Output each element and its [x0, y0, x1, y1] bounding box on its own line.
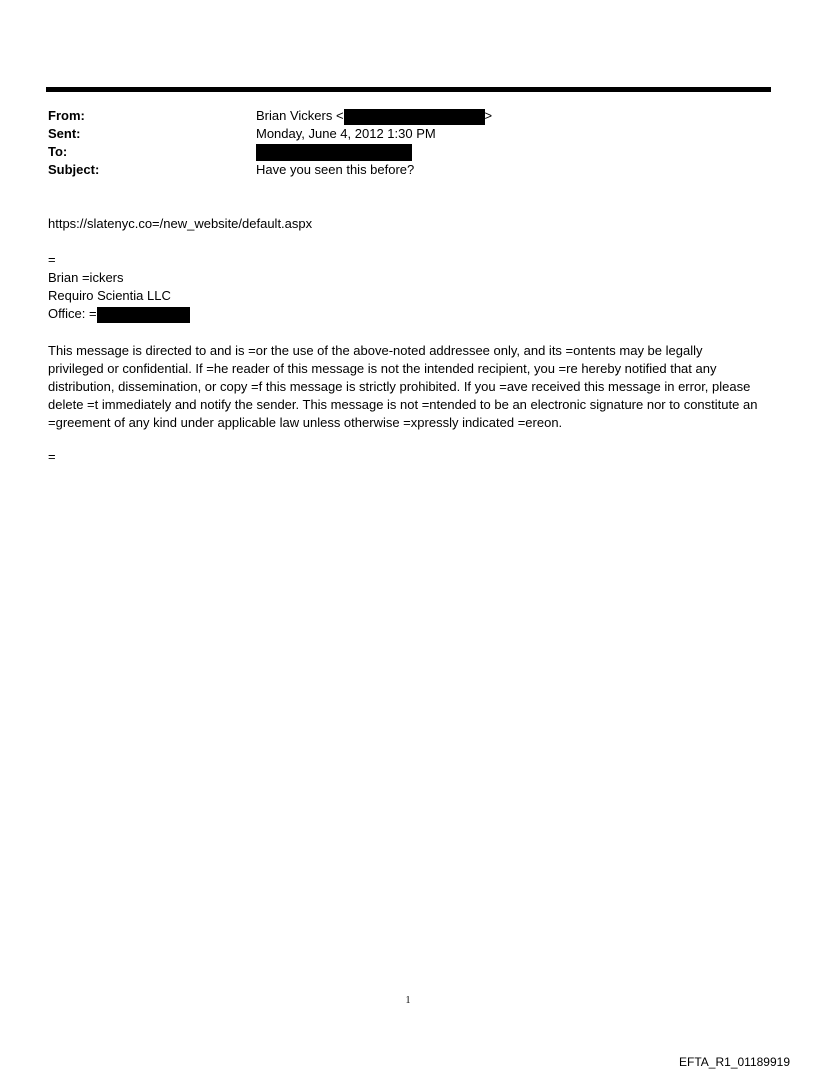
signature-office — [48, 305, 190, 323]
from-name: Brian Vickers < — [256, 108, 344, 123]
to-value — [256, 143, 412, 161]
signature-company: Requiro Scientia LLC — [48, 288, 171, 303]
disclaimer-paragraph: This message is directed to and is =or the use of the above-noted addressee only, and its =ontents may be legally privileged or confidential. If =he reader of this message is not the intended recipient, you =re hereby notified that any distribution, dissemination, or copy =f this message is strictly prohibited. If you =ave received this message in error, please delete =t immediately and notify the sender. This message is not =ntended to be an electronic signature nor to constitute an =greement of any kind under applicable law unless otherwise =xpressly indicated =ereon. — [48, 343, 758, 430]
to-label: To: — [48, 144, 68, 159]
header-rule — [46, 87, 771, 92]
signature-name: Brian =ickers — [48, 270, 124, 285]
document-id: EFTA_R1_01189919 — [679, 1055, 790, 1069]
from-value — [256, 107, 492, 125]
separator-line: = — [48, 252, 56, 267]
subject-label: Subject: — [48, 162, 100, 177]
link-text: https://slatenyc.co=/new_website/default.aspx — [48, 216, 313, 231]
sent-label: Sent: — [48, 126, 81, 141]
from-label: From: — [48, 108, 85, 123]
sent-value: Monday, June 4, 2012 1:30 PM — [256, 126, 436, 141]
redaction-block — [97, 307, 190, 323]
from-close: > — [484, 108, 493, 123]
redaction-block — [344, 109, 485, 125]
subject-value: Have you seen this before? — [256, 162, 415, 177]
redaction-block — [256, 144, 412, 161]
separator-line: = — [48, 449, 56, 464]
page-number: 1 — [405, 995, 411, 1006]
office-label: Office: = — [48, 306, 97, 321]
